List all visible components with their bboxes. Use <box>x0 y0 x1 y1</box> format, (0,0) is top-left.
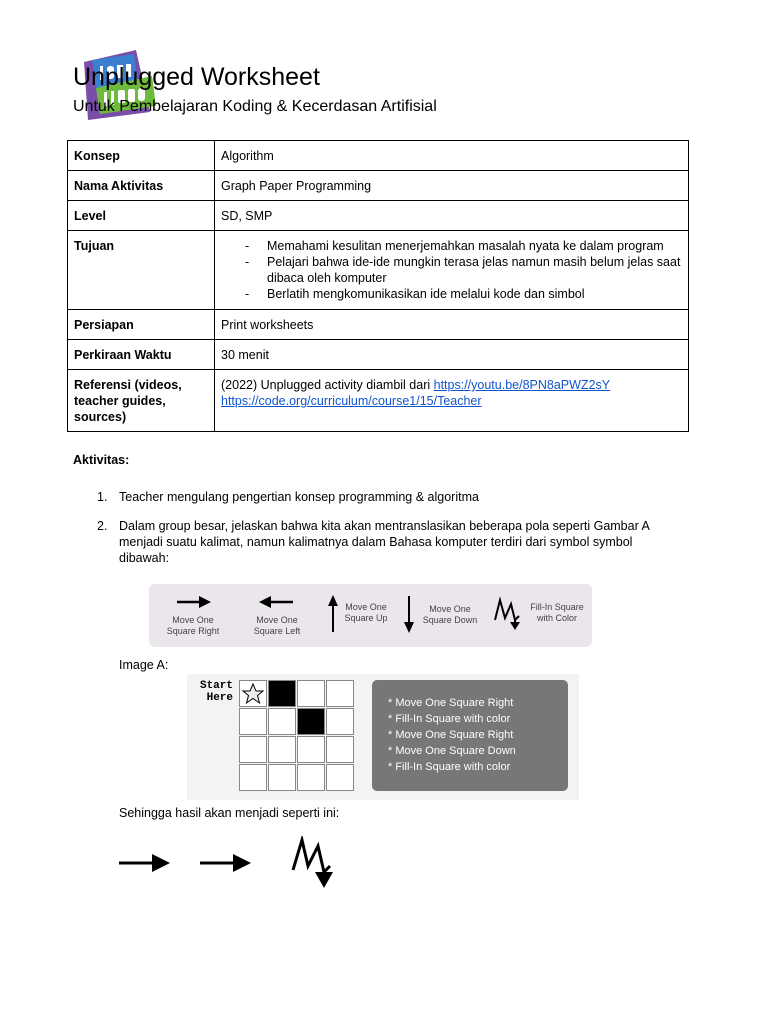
page-subtitle: Untuk Pembelajaran Koding & Kecerdasan Artifisial <box>73 98 437 115</box>
youtube-link[interactable]: https://youtu.be/8PN8aPWZ2sY <box>433 378 611 392</box>
command-item: * Fill-In Square with color <box>388 761 511 773</box>
start-here-label: Start Here <box>199 680 233 704</box>
grid-cell <box>326 680 354 707</box>
grid-cell <box>268 764 296 791</box>
fill-square-icon <box>288 836 344 890</box>
row-key: Persiapan <box>68 310 215 340</box>
grid-cell <box>239 708 267 735</box>
filled-cell <box>297 708 325 735</box>
activities-heading: Aktivitas: <box>73 453 130 467</box>
list-item: - Pelajari bahwa ide-ide mungkin terasa jelas namun masih belum jelas saat dibaca oleh komputer <box>267 254 682 286</box>
image-a-label: Image A: <box>119 658 169 672</box>
list-item: - Berlatih mengkomunikasikan ide melalui kode dan simbol <box>267 286 682 302</box>
grid-cell <box>326 708 354 735</box>
grid-cell <box>268 708 296 735</box>
symbol-move-up: Move One Square Up <box>344 602 388 623</box>
reference-text: (2022) Unplugged activity diambil dari <box>221 378 434 392</box>
fill-square-icon <box>491 596 523 632</box>
symbol-fill-color: Fill-In Square with Color <box>530 602 584 623</box>
star-icon <box>240 681 266 706</box>
row-key: Perkiraan Waktu <box>68 340 215 370</box>
arrow-left-icon <box>257 592 297 612</box>
item-number: 1. <box>97 490 108 504</box>
grid-cell <box>239 764 267 791</box>
grid-cell <box>326 736 354 763</box>
image-a <box>187 674 579 800</box>
row-value: 30 menit <box>215 340 689 370</box>
grid-cell <box>297 736 325 763</box>
grid-cell <box>297 680 325 707</box>
command-item: * Move One Square Right <box>388 697 514 709</box>
symbol-move-right: Move One Square Right <box>163 584 223 647</box>
symbol-legend <box>149 584 592 647</box>
row-value <box>215 231 689 310</box>
row-key: Tujuan <box>68 231 215 310</box>
row-key: Level <box>68 201 215 231</box>
command-item: * Move One Square Down <box>388 745 516 757</box>
code-org-link[interactable]: https://code.org/curriculum/course1/15/Teacher <box>221 394 482 408</box>
row-value: Graph Paper Programming <box>215 171 689 201</box>
grid-cell <box>297 764 325 791</box>
symbol-move-down: Move One Square Down <box>422 604 478 625</box>
table-row <box>68 141 689 171</box>
row-key: Konsep <box>68 141 215 171</box>
table-row <box>68 231 689 310</box>
table-row <box>68 310 689 340</box>
start-cell <box>239 680 267 707</box>
row-value: Print worksheets <box>215 310 689 340</box>
row-value: SD, SMP <box>215 201 689 231</box>
arrow-down-icon <box>403 594 415 634</box>
grid-cell <box>326 764 354 791</box>
symbol-move-left: Move One Square Left <box>247 584 307 647</box>
page-title: Unplugged Worksheet <box>73 63 320 91</box>
command-list <box>372 680 568 791</box>
arrow-right-icon <box>116 850 172 876</box>
item-number: 2. <box>97 519 108 533</box>
list-item: - Memahami kesulitan menerjemahkan masalah nyata ke dalam program <box>267 238 682 254</box>
arrow-up-icon <box>327 594 339 634</box>
arrow-right-icon <box>197 850 253 876</box>
activity-info-table <box>67 140 689 432</box>
table-row <box>68 370 689 432</box>
command-item: * Fill-In Square with color <box>388 713 511 725</box>
row-key: Referensi (videos, teacher guides, sources) <box>68 370 215 432</box>
activities-section <box>0 452 768 912</box>
table-row <box>68 201 689 231</box>
command-item: * Move One Square Right <box>388 729 514 741</box>
row-value: Algorithm <box>215 141 689 171</box>
row-key: Nama Aktivitas <box>68 171 215 201</box>
result-label: Sehingga hasil akan menjadi seperti ini: <box>119 806 340 820</box>
row-value <box>215 370 689 432</box>
table-row <box>68 171 689 201</box>
activity-item: Teacher mengulang pengertian konsep programming & algoritma <box>119 490 479 504</box>
arrow-right-icon <box>173 592 213 612</box>
grid-cell <box>239 736 267 763</box>
table-row <box>68 340 689 370</box>
filled-cell <box>268 680 296 707</box>
grid-cell <box>268 736 296 763</box>
activity-item: Dalam group besar, jelaskan bahwa kita akan mentranslasikan beberapa pola seperti Gambar A menjadi suatu kalimat, namun kalimatnya dalam Bahasa komputer terdiri dari symbol symbol dibawah: <box>119 519 650 565</box>
goals-list <box>221 238 682 302</box>
